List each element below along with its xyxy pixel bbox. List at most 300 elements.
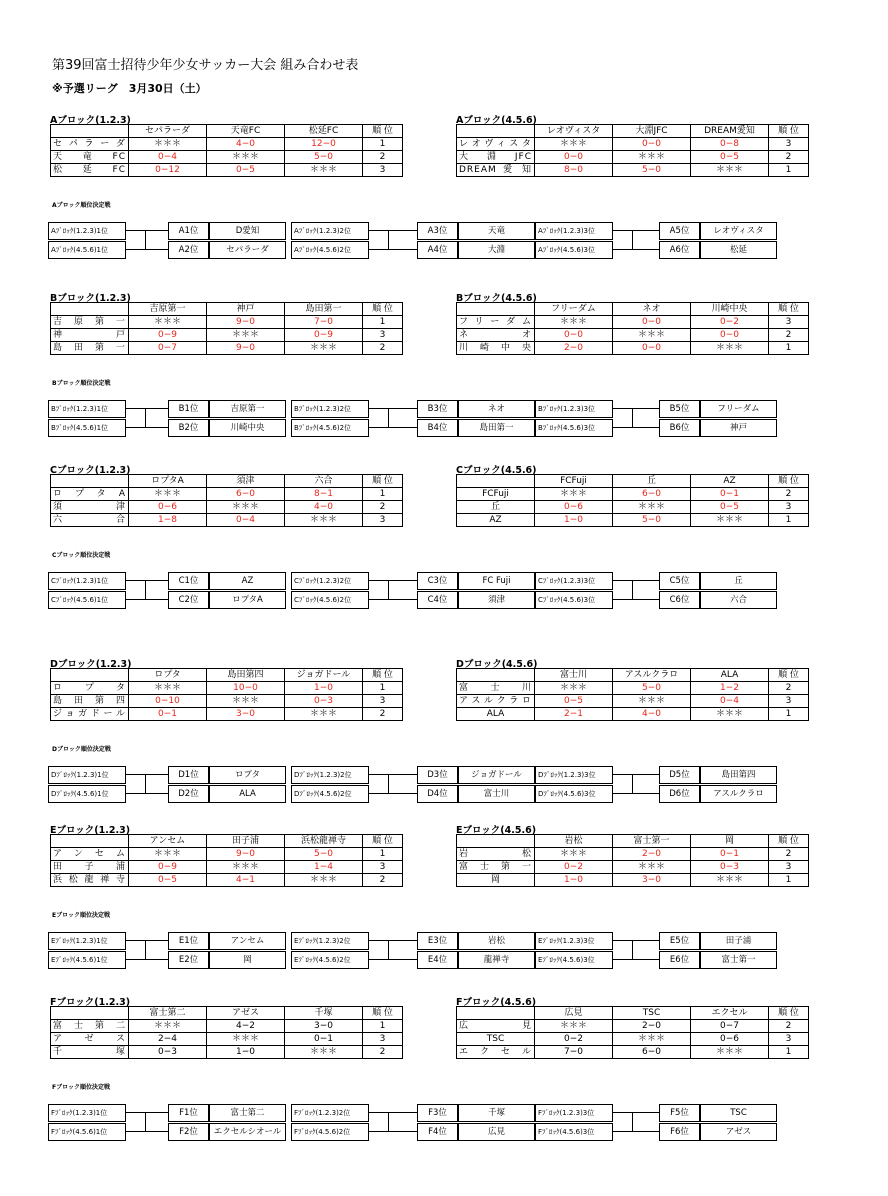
column-header: 広見 — [535, 1007, 613, 1020]
table-row — [51, 329, 403, 342]
team-name: アスルクラロ — [457, 695, 535, 708]
score-cell: 0−0 — [535, 329, 613, 342]
bracket-line — [613, 599, 632, 600]
column-header: 富士第一 — [613, 835, 691, 848]
self-cell: ＊＊＊ — [691, 164, 769, 177]
bracket-source: Eﾌﾞﾛｯｸ(1.2.3)1位 — [48, 932, 126, 950]
self-cell: ＊＊＊ — [207, 501, 285, 514]
self-cell: ＊＊＊ — [535, 138, 613, 151]
block-title: Bブロック(4.5.6) — [456, 293, 537, 304]
team-name: 天竜FC — [51, 151, 129, 164]
rank-cell: 2 — [769, 488, 809, 501]
bracket-line — [632, 408, 633, 428]
team-name: 川崎中央 — [457, 342, 535, 355]
placement-label: F6位 — [659, 1123, 700, 1141]
bracket-line — [632, 940, 633, 960]
column-header: 大淵JFC — [613, 125, 691, 138]
ranking-title: Bブロック順位決定戦 — [52, 380, 111, 387]
table-row — [457, 874, 809, 887]
bracket-line — [145, 1112, 146, 1132]
bracket-line — [145, 230, 168, 231]
bracket-source: Bﾌﾞﾛｯｸ(1.2.3)3位 — [535, 400, 613, 418]
bracket-line — [613, 249, 632, 250]
placement-label: E2位 — [168, 951, 209, 969]
column-header: 天竜FC — [207, 125, 285, 138]
bracket-line — [369, 774, 388, 775]
score-cell: 3−0 — [613, 874, 691, 887]
bracket-line — [388, 408, 417, 409]
bracket-line — [613, 1131, 632, 1132]
placement-team: 島田第四 — [700, 766, 777, 784]
corner-cell — [51, 475, 129, 488]
team-name: 浜松龍禅寺 — [51, 874, 129, 887]
score-cell: 0−4 — [129, 151, 207, 164]
placement-team: 吉原第一 — [209, 400, 286, 418]
score-cell: 1−0 — [285, 682, 363, 695]
team-name: 六合 — [51, 514, 129, 527]
rank-cell: 1 — [363, 488, 403, 501]
block-title: Cブロック(1.2.3) — [50, 465, 131, 476]
column-header: アンセム — [129, 835, 207, 848]
column-header: ジョガドール — [285, 669, 363, 682]
score-cell: 0−9 — [129, 861, 207, 874]
table-row — [51, 342, 403, 355]
score-cell: 0−5 — [207, 164, 285, 177]
score-cell: 0−2 — [691, 316, 769, 329]
bracket-line — [388, 940, 389, 960]
bracket-source: Bﾌﾞﾛｯｸ(1.2.3)2位 — [291, 400, 369, 418]
table-row — [51, 1046, 403, 1059]
rank-header: 順 位 — [363, 835, 403, 848]
placement-label: B2位 — [168, 419, 209, 437]
placement-label: A4位 — [417, 241, 458, 259]
standings-table — [456, 834, 809, 887]
bracket-source: Dﾌﾞﾛｯｸ(1.2.3)3位 — [535, 766, 613, 784]
bracket-line — [369, 230, 388, 231]
column-header: 川崎中央 — [691, 303, 769, 316]
placement-label: A1位 — [168, 222, 209, 240]
self-cell: ＊＊＊ — [691, 1046, 769, 1059]
score-cell: 0−3 — [285, 695, 363, 708]
bracket-source: Fﾌﾞﾛｯｸ(1.2.3)1位 — [48, 1104, 126, 1122]
bracket-line — [388, 940, 417, 941]
column-header: 富士第二 — [129, 1007, 207, 1020]
ranking-title: Dブロック順位決定戦 — [52, 746, 111, 753]
score-cell: 8−1 — [285, 488, 363, 501]
rank-cell: 3 — [363, 329, 403, 342]
rank-cell: 2 — [363, 874, 403, 887]
bracket-line — [145, 599, 168, 600]
score-cell: 1−0 — [535, 514, 613, 527]
rank-cell: 1 — [769, 874, 809, 887]
column-header: 岡 — [691, 835, 769, 848]
bracket-line — [126, 599, 145, 600]
bracket-line — [388, 408, 389, 428]
table-row — [457, 514, 809, 527]
column-header: 島田第一 — [285, 303, 363, 316]
bracket-line — [632, 774, 659, 775]
score-cell: 0−3 — [129, 1046, 207, 1059]
placement-label: C2位 — [168, 591, 209, 609]
table-row — [457, 1033, 809, 1046]
bracket-line — [613, 408, 632, 409]
score-cell: 0−0 — [613, 316, 691, 329]
score-cell: 5−0 — [285, 151, 363, 164]
bracket-line — [145, 1112, 168, 1113]
placement-label: D1位 — [168, 766, 209, 784]
bracket-line — [388, 1112, 389, 1132]
rank-cell: 1 — [363, 848, 403, 861]
column-header: セパラーダ — [129, 125, 207, 138]
score-cell: 9−0 — [207, 848, 285, 861]
team-name: フリーダム — [457, 316, 535, 329]
score-cell: 0−6 — [129, 501, 207, 514]
self-cell: ＊＊＊ — [285, 1046, 363, 1059]
bracket-source: Aﾌﾞﾛｯｸ(1.2.3)2位 — [291, 222, 369, 240]
self-cell: ＊＊＊ — [207, 151, 285, 164]
placement-team: フリーダム — [700, 400, 777, 418]
team-name: 岩松 — [457, 848, 535, 861]
placement-team: ALA — [209, 785, 286, 803]
table-row — [51, 316, 403, 329]
self-cell: ＊＊＊ — [691, 708, 769, 721]
score-cell: 0−6 — [535, 501, 613, 514]
placement-team: 富士第二 — [209, 1104, 286, 1122]
rank-header: 順 位 — [769, 475, 809, 488]
self-cell: ＊＊＊ — [285, 708, 363, 721]
bracket-line — [632, 599, 659, 600]
rank-header: 順 位 — [769, 303, 809, 316]
column-header: 富士川 — [535, 669, 613, 682]
rank-cell: 1 — [769, 708, 809, 721]
self-cell: ＊＊＊ — [535, 1020, 613, 1033]
corner-cell — [51, 669, 129, 682]
bracket-line — [369, 427, 388, 428]
placement-label: D4位 — [417, 785, 458, 803]
bracket-source: Eﾌﾞﾛｯｸ(1.2.3)2位 — [291, 932, 369, 950]
placement-team: ロプタA — [209, 591, 286, 609]
column-header: FCFuji — [535, 475, 613, 488]
bracket-line — [126, 774, 145, 775]
table-row — [51, 874, 403, 887]
rank-header: 順 位 — [363, 475, 403, 488]
rank-header: 順 位 — [363, 125, 403, 138]
score-cell: 0−0 — [691, 329, 769, 342]
corner-cell — [51, 1007, 129, 1020]
score-cell: 0−1 — [691, 488, 769, 501]
score-cell: 0−1 — [691, 848, 769, 861]
self-cell: ＊＊＊ — [129, 138, 207, 151]
bracket-line — [145, 427, 168, 428]
rank-cell: 1 — [769, 514, 809, 527]
table-row — [457, 164, 809, 177]
placement-team: レオヴィスタ — [700, 222, 777, 240]
placement-team: 千塚 — [458, 1104, 535, 1122]
placement-label: E5位 — [659, 932, 700, 950]
placement-team: エクセルシオール — [209, 1123, 286, 1141]
table-row — [51, 708, 403, 721]
bracket-source: Dﾌﾞﾛｯｸ(1.2.3)1位 — [48, 766, 126, 784]
placement-team: TSC — [700, 1104, 777, 1122]
corner-cell — [457, 835, 535, 848]
block-title: Aブロック(1.2.3) — [50, 115, 131, 126]
column-header: 丘 — [613, 475, 691, 488]
column-header: 田子浦 — [207, 835, 285, 848]
corner-cell — [51, 125, 129, 138]
placement-team: 神戸 — [700, 419, 777, 437]
score-cell: 0−5 — [691, 151, 769, 164]
team-name: 松延FC — [51, 164, 129, 177]
score-cell: 5−0 — [613, 164, 691, 177]
table-row — [51, 848, 403, 861]
table-row — [51, 1033, 403, 1046]
column-header: 神戸 — [207, 303, 285, 316]
block-title: Fブロック(4.5.6) — [456, 997, 537, 1008]
block-title: Bブロック(1.2.3) — [50, 293, 131, 304]
bracket-line — [632, 793, 659, 794]
bracket-source: Eﾌﾞﾛｯｸ(1.2.3)3位 — [535, 932, 613, 950]
block-title: Cブロック(4.5.6) — [456, 465, 537, 476]
table-row — [457, 151, 809, 164]
rank-cell: 2 — [769, 329, 809, 342]
bracket-line — [632, 1112, 659, 1113]
self-cell: ＊＊＊ — [535, 316, 613, 329]
bracket-line — [369, 1131, 388, 1132]
placement-label: F4位 — [417, 1123, 458, 1141]
score-cell: 1−0 — [535, 874, 613, 887]
team-name: 広見 — [457, 1020, 535, 1033]
score-cell: 4−0 — [285, 501, 363, 514]
placement-team: 大淵 — [458, 241, 535, 259]
rank-cell: 2 — [363, 1046, 403, 1059]
score-cell: 4−1 — [207, 874, 285, 887]
corner-cell — [457, 1007, 535, 1020]
corner-cell — [51, 835, 129, 848]
self-cell: ＊＊＊ — [207, 861, 285, 874]
score-cell: 0−4 — [691, 695, 769, 708]
team-name: ALA — [457, 708, 535, 721]
standings-table — [456, 302, 809, 355]
corner-cell — [457, 125, 535, 138]
bracket-line — [613, 940, 632, 941]
rank-cell: 2 — [769, 848, 809, 861]
placement-team: 川崎中央 — [209, 419, 286, 437]
team-name: ジョガドール — [51, 708, 129, 721]
placement-team: 島田第一 — [458, 419, 535, 437]
placement-label: C4位 — [417, 591, 458, 609]
column-header: レオヴィスタ — [535, 125, 613, 138]
score-cell: 12−0 — [285, 138, 363, 151]
team-name: 丘 — [457, 501, 535, 514]
bracket-line — [388, 959, 417, 960]
column-header: TSC — [613, 1007, 691, 1020]
column-header: ALA — [691, 669, 769, 682]
bracket-source: Aﾌﾞﾛｯｸ(4.5.6)2位 — [291, 241, 369, 259]
bracket-line — [632, 1131, 659, 1132]
bracket-source: Dﾌﾞﾛｯｸ(4.5.6)2位 — [291, 785, 369, 803]
self-cell: ＊＊＊ — [535, 488, 613, 501]
table-row — [457, 316, 809, 329]
column-header: 岩松 — [535, 835, 613, 848]
bracket-source: Fﾌﾞﾛｯｸ(4.5.6)3位 — [535, 1123, 613, 1141]
team-name: 田子浦 — [51, 861, 129, 874]
rank-cell: 3 — [769, 861, 809, 874]
bracket-line — [369, 408, 388, 409]
team-name: ロプタ — [51, 682, 129, 695]
placement-team: ネオ — [458, 400, 535, 418]
score-cell: 0−7 — [691, 1020, 769, 1033]
self-cell: ＊＊＊ — [207, 1033, 285, 1046]
rank-header: 順 位 — [769, 669, 809, 682]
score-cell: 0−1 — [129, 708, 207, 721]
placement-label: D6位 — [659, 785, 700, 803]
self-cell: ＊＊＊ — [285, 874, 363, 887]
table-row — [51, 488, 403, 501]
table-row — [457, 682, 809, 695]
placement-label: B5位 — [659, 400, 700, 418]
score-cell: 2−0 — [535, 342, 613, 355]
team-name: ロプタA — [51, 488, 129, 501]
placement-team: 龍禅寺 — [458, 951, 535, 969]
bracket-source: Dﾌﾞﾛｯｸ(1.2.3)2位 — [291, 766, 369, 784]
self-cell: ＊＊＊ — [691, 874, 769, 887]
column-header: アスルクラロ — [613, 669, 691, 682]
table-row — [51, 682, 403, 695]
rank-header: 順 位 — [363, 669, 403, 682]
score-cell: 0−4 — [207, 514, 285, 527]
bracket-line — [613, 959, 632, 960]
placement-team: アンセム — [209, 932, 286, 950]
rank-cell: 3 — [363, 514, 403, 527]
table-row — [51, 514, 403, 527]
bracket-line — [369, 793, 388, 794]
placement-team: 岡 — [209, 951, 286, 969]
score-cell: 0−0 — [613, 138, 691, 151]
self-cell: ＊＊＊ — [285, 514, 363, 527]
placement-label: A2位 — [168, 241, 209, 259]
score-cell: 0−12 — [129, 164, 207, 177]
column-header: ロプタ — [129, 669, 207, 682]
self-cell: ＊＊＊ — [129, 1020, 207, 1033]
bracket-line — [388, 580, 389, 600]
bracket-source: Dﾌﾞﾛｯｸ(4.5.6)1位 — [48, 785, 126, 803]
rank-cell: 3 — [363, 164, 403, 177]
bracket-source: Aﾌﾞﾛｯｸ(4.5.6)3位 — [535, 241, 613, 259]
self-cell: ＊＊＊ — [129, 848, 207, 861]
corner-cell — [51, 303, 129, 316]
bracket-line — [126, 1112, 145, 1113]
score-cell: 3−0 — [207, 708, 285, 721]
bracket-line — [145, 959, 168, 960]
bracket-line — [369, 1112, 388, 1113]
column-header: エクセル — [691, 1007, 769, 1020]
score-cell: 0−7 — [129, 342, 207, 355]
score-cell: 1−0 — [207, 1046, 285, 1059]
rank-header: 順 位 — [769, 1007, 809, 1020]
rank-cell: 2 — [769, 151, 809, 164]
bracket-source: Cﾌﾞﾛｯｸ(4.5.6)1位 — [48, 591, 126, 609]
bracket-source: Bﾌﾞﾛｯｸ(4.5.6)2位 — [291, 419, 369, 437]
self-cell: ＊＊＊ — [285, 342, 363, 355]
placement-label: C5位 — [659, 572, 700, 590]
bracket-line — [145, 408, 146, 428]
score-cell: 1−4 — [285, 861, 363, 874]
score-cell: 0−5 — [535, 695, 613, 708]
bracket-line — [126, 249, 145, 250]
table-row — [51, 501, 403, 514]
team-name: 岡 — [457, 874, 535, 887]
score-cell: 0−2 — [535, 861, 613, 874]
standings-table — [50, 668, 403, 721]
placement-team: 広見 — [458, 1123, 535, 1141]
bracket-source: Aﾌﾞﾛｯｸ(1.2.3)1位 — [48, 222, 126, 240]
placement-team: アゼス — [700, 1123, 777, 1141]
bracket-line — [388, 1131, 417, 1132]
bracket-line — [145, 1131, 168, 1132]
team-name: AZ — [457, 514, 535, 527]
bracket-source: Dﾌﾞﾛｯｸ(4.5.6)3位 — [535, 785, 613, 803]
rank-cell: 3 — [363, 695, 403, 708]
standings-table — [50, 1006, 403, 1059]
corner-cell — [457, 669, 535, 682]
bracket-source: Cﾌﾞﾛｯｸ(4.5.6)3位 — [535, 591, 613, 609]
column-header: ロプタA — [129, 475, 207, 488]
placement-team: 岩松 — [458, 932, 535, 950]
rank-cell: 1 — [769, 164, 809, 177]
column-header: 島田第四 — [207, 669, 285, 682]
bracket-source: Eﾌﾞﾛｯｸ(4.5.6)3位 — [535, 951, 613, 969]
bracket-line — [613, 427, 632, 428]
column-header: 六合 — [285, 475, 363, 488]
team-name: 島田第一 — [51, 342, 129, 355]
column-header: AZ — [691, 475, 769, 488]
score-cell: 0−0 — [613, 342, 691, 355]
placement-team: 富士第一 — [700, 951, 777, 969]
bracket-line — [369, 580, 388, 581]
rank-header: 順 位 — [769, 835, 809, 848]
table-row — [457, 695, 809, 708]
rank-cell: 1 — [769, 342, 809, 355]
score-cell: 7−0 — [285, 316, 363, 329]
bracket-line — [126, 427, 145, 428]
placement-team: 富士川 — [458, 785, 535, 803]
score-cell: 6−0 — [207, 488, 285, 501]
score-cell: 0−5 — [691, 501, 769, 514]
team-name: 須津 — [51, 501, 129, 514]
page-title: 第39回富士招待少年少女サッカー大会 組み合わせ表 — [52, 58, 359, 73]
page-subtitle: ※予選リーグ 3月30日（土） — [52, 82, 207, 95]
bracket-source: Fﾌﾞﾛｯｸ(1.2.3)2位 — [291, 1104, 369, 1122]
self-cell: ＊＊＊ — [691, 514, 769, 527]
table-row — [51, 138, 403, 151]
placement-team: 田子浦 — [700, 932, 777, 950]
placement-label: E6位 — [659, 951, 700, 969]
team-name: 富士第二 — [51, 1020, 129, 1033]
bracket-line — [632, 249, 659, 250]
bracket-line — [145, 230, 146, 250]
bracket-line — [145, 580, 168, 581]
column-header: 浜松龍禅寺 — [285, 835, 363, 848]
placement-team: FC Fuji — [458, 572, 535, 590]
score-cell: 0−9 — [285, 329, 363, 342]
self-cell: ＊＊＊ — [613, 1033, 691, 1046]
placement-team: 天竜 — [458, 222, 535, 240]
standings-table — [456, 474, 809, 527]
team-name: アゼス — [51, 1033, 129, 1046]
placement-team: アスルクラロ — [700, 785, 777, 803]
placement-team: AZ — [209, 572, 286, 590]
placement-label: C6位 — [659, 591, 700, 609]
